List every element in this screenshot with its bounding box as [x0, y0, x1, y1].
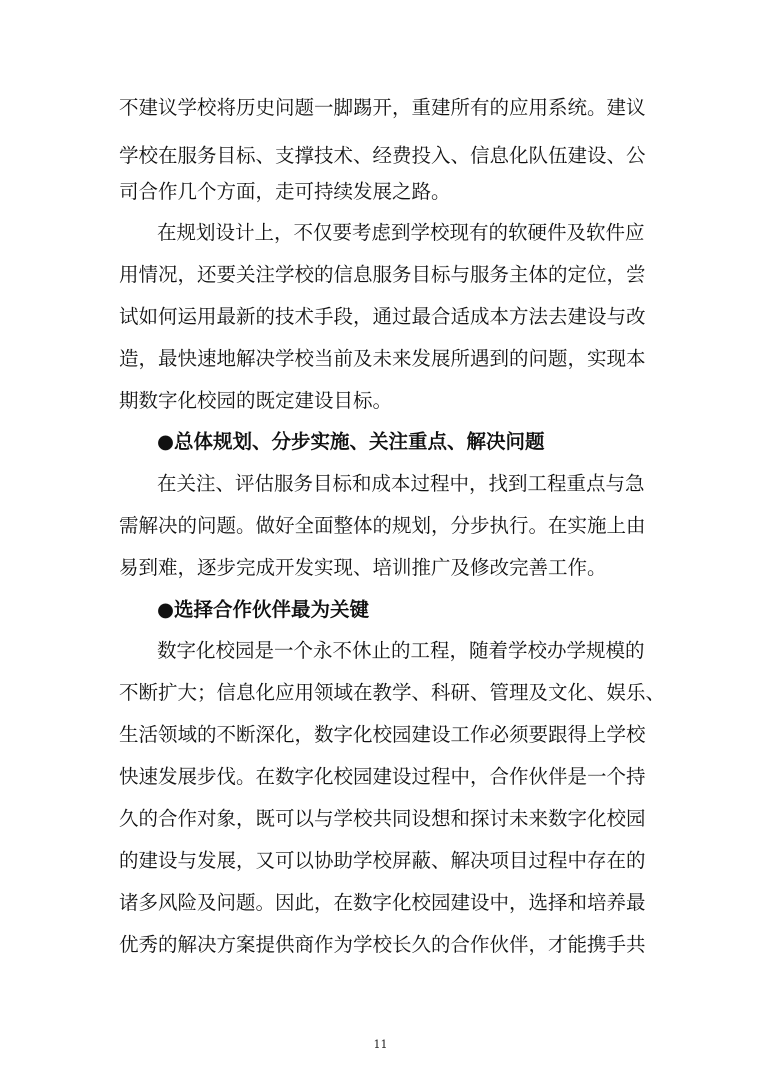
text-line: 试如何运用最新的技术手段，通过最合适成本方法去建设与改	[119, 305, 646, 328]
text-line: 久的合作对象，既可以与学校共同设想和探讨未来数字化校园	[119, 807, 646, 830]
text-line: 司合作几个方面，走可持续发展之路。	[119, 180, 451, 203]
text-line: 不断扩大；信息化应用领域在教学、科研、管理及文化、娱乐、	[119, 681, 666, 704]
paragraph-first-line: 数字化校园是一个永不休止的工程，随着学校办学规模的	[157, 639, 645, 662]
paragraph-first-line: 在关注、评估服务目标和成本过程中，找到工程重点与急	[157, 472, 645, 495]
section-heading-overall-planning: ●总体规划、分步实施、关注重点、解决问题	[157, 430, 545, 453]
text-line: 需解决的问题。做好全面整体的规划，分步执行。在实施上由	[119, 514, 646, 537]
text-line: 易到难，逐步完成开发实现、培训推广及修改完善工作。	[119, 556, 607, 579]
text-line: 快速发展步伐。在数字化校园建设过程中，合作伙伴是一个持	[119, 765, 646, 788]
text-line: 造，最快速地解决学校当前及未来发展所遇到的问题，实现本	[119, 347, 646, 370]
paragraph-first-line: 在规划设计上，不仅要考虑到学校现有的软硬件及软件应	[157, 221, 645, 244]
text-line: 学校在服务目标、支撑技术、经费投入、信息化队伍建设、公	[119, 144, 646, 167]
page-number: 11	[373, 1038, 388, 1051]
text-line: 用情况，还要关注学校的信息服务目标与服务主体的定位，尝	[119, 263, 646, 286]
text-line: 诸多风险及问题。因此，在数字化校园建设中，选择和培养最	[119, 891, 646, 914]
text-line: 期数字化校园的既定建设目标。	[119, 389, 393, 412]
text-line: 生活领域的不断深化，数字化校园建设工作必须要跟得上学校	[119, 723, 646, 746]
text-line: 优秀的解决方案提供商作为学校长久的合作伙伴，才能携手共	[119, 933, 646, 956]
section-heading-partner-selection: ●选择合作伙伴最为关键	[157, 598, 370, 621]
text-line: 的建设与发展，又可以协助学校屏蔽、解决项目过程中存在的	[119, 849, 646, 872]
text-line: 不建议学校将历史问题一脚踢开，重建所有的应用系统。建议	[119, 96, 646, 119]
